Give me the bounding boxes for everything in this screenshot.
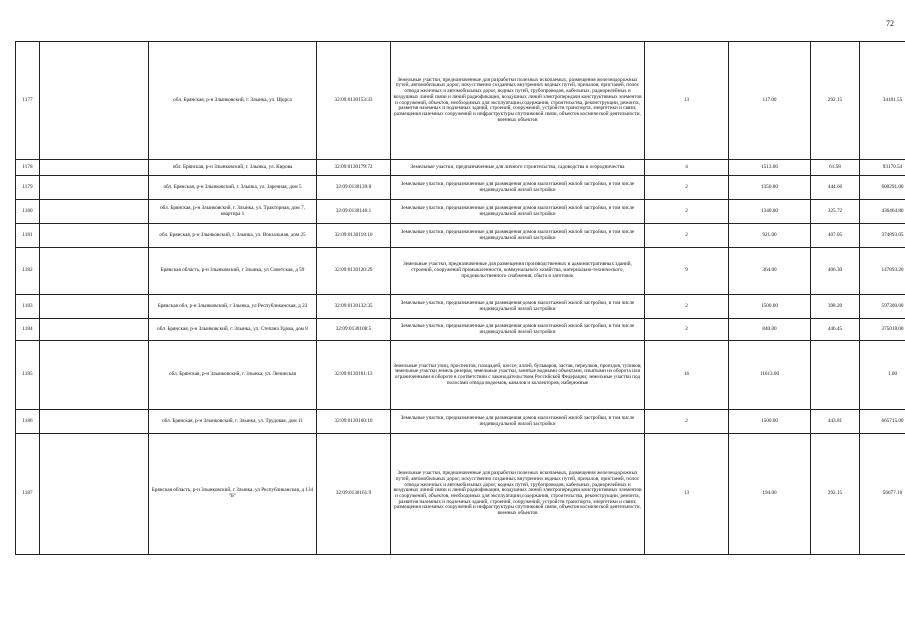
area-cell: 921.00 [729, 224, 811, 248]
row-number: 1177 [16, 42, 40, 160]
permitted-use-cell: Земельные участки, предназначенные для размещения производственных и административных зданий, строений, сооружений промышленности, коммунального хозяйства, материально-технического, продовольственного снабжения, сбыта и заготовок [391, 248, 645, 295]
specific-value-cell: 292.15 [811, 42, 860, 160]
empty-cell [40, 224, 149, 248]
empty-cell [40, 200, 149, 224]
land-registry-table [15, 41, 905, 555]
use-code-cell: 2 [645, 224, 729, 248]
cadastral-number-cell: 32:09:0130179:72 [317, 160, 391, 176]
specific-value-cell: 407.05 [811, 224, 860, 248]
specific-value-cell: 292.15 [811, 434, 860, 555]
specific-value-cell: 446.45 [811, 319, 860, 341]
specific-value-cell: 61.58 [811, 160, 860, 176]
permitted-use-cell: Земельные участки, предназначенные для размещения домов малоэтажной жилой застройки, в том числе индивидуальной жилой застройки [391, 295, 645, 319]
use-code-cell: 2 [645, 410, 729, 434]
area-cell: 1350.00 [729, 176, 811, 200]
permitted-use-cell: Земельные участки улиц, проспектов, площадей, шоссе, аллей, бульваров, застав, переулков, проездов, тупиков; земельные участки земель резерва; земельные участки, занятые водными объектами, изъятыми из оборота или ограниченными в обороте в соответствии с законодательством Российской Федерации; земельные участки под полосами отвода водоемов, каналов и коллекторов, набережные [391, 341, 645, 410]
table-row [16, 200, 905, 224]
use-code-cell: 13 [645, 434, 729, 555]
area-cell: 1500.00 [729, 295, 811, 319]
area-cell: 1340.00 [729, 200, 811, 224]
cadastral-number-cell: 32:09:0130108:5 [317, 319, 391, 341]
use-code-cell: 9 [645, 248, 729, 295]
table-row [16, 224, 905, 248]
address-cell: обл. Брянская, р-н Злынковский, г. Злынка, ул. Заречная, дом 5 [149, 176, 317, 200]
address-cell: обл. Брянская, р-н Злынковский, г. Злынка, ул. Степана Удова, дом 8 [149, 319, 317, 341]
cadastral-number-cell: 32:09:0130120:29 [317, 248, 391, 295]
row-number: 1181 [16, 224, 40, 248]
area-cell: 194.00 [729, 434, 811, 555]
cadastral-value-cell: 34181.55 [860, 42, 905, 160]
use-code-cell: 2 [645, 319, 729, 341]
row-number: 1185 [16, 341, 40, 410]
area-cell: 364.00 [729, 248, 811, 295]
permitted-use-cell: Земельные участки, предназначенные для размещения домов малоэтажной жилой застройки, в том числе индивидуальной жилой застройки [391, 224, 645, 248]
cadastral-number-cell: 32:09:0130161:9 [317, 434, 391, 555]
cadastral-value-cell: 93170.54 [860, 160, 905, 176]
cadastral-number-cell: 32:09:0130146:1 [317, 200, 391, 224]
address-cell: Брянская область, р-н Злынковский, г Злынка, ул Советская, д 59 [149, 248, 317, 295]
specific-value-cell: 406.30 [811, 248, 860, 295]
cadastral-number-cell: 32:09:0130153:33 [317, 42, 391, 160]
permitted-use-cell: Земельные участки, предназначенные для размещения домов малоэтажной жилой застройки, в том числе индивидуальной жилой застройки [391, 176, 645, 200]
table-row [16, 295, 905, 319]
area-cell: 11613.00 [729, 341, 811, 410]
address-cell: обл. Брянская, р-н Злынковский, г. Злынка, ул. Вокзальная, дом 25 [149, 224, 317, 248]
row-number: 1186 [16, 410, 40, 434]
permitted-use-cell: Земельные участки, предназначенные для размещения домов малоэтажной жилой застройки, в том числе индивидуальной жилой застройки [391, 319, 645, 341]
table-row [16, 434, 905, 555]
specific-value-cell [811, 341, 860, 410]
empty-cell [40, 248, 149, 295]
empty-cell [40, 434, 149, 555]
table-row [16, 341, 905, 410]
specific-value-cell: 443.81 [811, 410, 860, 434]
area-cell: 1500.00 [729, 410, 811, 434]
row-number: 1183 [16, 295, 40, 319]
empty-cell [40, 295, 149, 319]
cadastral-number-cell: 32:09:0130139:8 [317, 176, 391, 200]
cadastral-value-cell: 600291.00 [860, 176, 905, 200]
address-cell: Брянская обл, р-н Злынковский, г Злынка, ул Республиканская, д 23 [149, 295, 317, 319]
address-cell: обл. Брянская, р-н Злынковский, г. Злынка, ул. Кирова [149, 160, 317, 176]
use-code-cell: 4 [645, 160, 729, 176]
empty-cell [40, 319, 149, 341]
address-cell: Брянская область, р-н Злынковский, г Злынка, ул Республиканская, д 134 "Б" [149, 434, 317, 555]
empty-cell [40, 42, 149, 160]
row-number: 1179 [16, 176, 40, 200]
use-code-cell: 2 [645, 295, 729, 319]
row-number: 1187 [16, 434, 40, 555]
cadastral-value-cell: 665715.00 [860, 410, 905, 434]
empty-cell [40, 160, 149, 176]
table-row [16, 160, 905, 176]
row-number: 1180 [16, 200, 40, 224]
address-cell: обл. Брянская, р-н Злынковский, г. Злынка, ул. Тракторная, дом 7, квартира 1 [149, 200, 317, 224]
cadastral-number-cell: 32:09:0130132:35 [317, 295, 391, 319]
page-number: 72 [886, 19, 894, 28]
address-cell: обл. Брянская, р-н Злынковский, г. Злынка, ул. Ленинская [149, 341, 317, 410]
permitted-use-cell: Земельные участки, предназначенные для размещения домов малоэтажной жилой застройки, в том числе индивидуальной жилой застройки [391, 410, 645, 434]
cadastral-value-cell: 374893.05 [860, 224, 905, 248]
permitted-use-cell: Земельные участки, предназначенные для личного строительства, садоводства и огородничества [391, 160, 645, 176]
use-code-cell: 13 [645, 42, 729, 160]
cadastral-number-cell: 32:09:0130160:10 [317, 410, 391, 434]
use-code-cell: 2 [645, 200, 729, 224]
row-number: 1184 [16, 319, 40, 341]
row-number: 1182 [16, 248, 40, 295]
specific-value-cell: 325.72 [811, 200, 860, 224]
cadastral-value-cell: 375018.00 [860, 319, 905, 341]
use-code-cell: 16 [645, 341, 729, 410]
specific-value-cell: 444.66 [811, 176, 860, 200]
table-row [16, 319, 905, 341]
table-row [16, 410, 905, 434]
area-cell: 840.00 [729, 319, 811, 341]
specific-value-cell: 398.20 [811, 295, 860, 319]
cadastral-number-cell: 32:09:0130118:10 [317, 224, 391, 248]
table-row [16, 248, 905, 295]
row-number: 1178 [16, 160, 40, 176]
cadastral-value-cell: 436464.80 [860, 200, 905, 224]
area-cell: 1513.00 [729, 160, 811, 176]
use-code-cell: 2 [645, 176, 729, 200]
empty-cell [40, 410, 149, 434]
cadastral-value-cell: 1.00 [860, 341, 905, 410]
cadastral-value-cell: 147893.20 [860, 248, 905, 295]
table-row [16, 42, 905, 160]
empty-cell [40, 176, 149, 200]
area-cell: 117.00 [729, 42, 811, 160]
table-row [16, 176, 905, 200]
address-cell: обл. Брянская, р-н Злынковский, г. Злынка, ул. Щорса [149, 42, 317, 160]
cadastral-value-cell: 597300.00 [860, 295, 905, 319]
cadastral-value-cell: 56677.10 [860, 434, 905, 555]
permitted-use-cell: Земельные участки, предназначенные для разработки полезных ископаемых, размещения железнодорожных путей, автомобильных дорог, искусственно созданных внутренних водных путей, причалов, пристаней, полос отвода железных и автомобильных дорог, водных путей, трубопроводов, кабельных, радиорелейных и воздушных линий связи и линий радиофикации, воздушных линий электропередачи конструктивных элементов и сооружений, объектов, необходимых для эксплуатации,содержания, строительства, реконструкции, ремонта, развития наземных и подземных зданий, строений, сооружений, устройств транспорта, энергетики и связи; размещения наземных сооружений и инфраструктуры спутниковой связи, объектов космической деятельности, военных объектов [391, 434, 645, 555]
permitted-use-cell: Земельные участки, предназначенные для разработки полезных ископаемых, размещения железнодорожных путей, автомобильных дорог, искусственно созданных внутренних водных путей, причалов, пристаней, полос отвода железных и автомобильных дорог, водных путей, трубопроводов, кабельных, радиорелейных и воздушных линий связи и линий радиофикации, воздушных линий электропередачи конструктивных элементов и сооружений, объектов, необходимых для эксплуатации,содержания, строительства, реконструкции, ремонта, развития наземных и подземных зданий, строений, сооружений, устройств транспорта, энергетики и связи; размещения наземных сооружений и инфраструктуры спутниковой связи, объектов космической деятельности, военных объектов [391, 42, 645, 160]
cadastral-number-cell: 32:09:0130181:13 [317, 341, 391, 410]
permitted-use-cell: Земельные участки, предназначенные для размещения домов малоэтажной жилой застройки, в том числе индивидуальной жилой застройки [391, 200, 645, 224]
address-cell: обл. Брянская, р-н Злынковский, г. Злынка, ул. Трудовая, дом 11 [149, 410, 317, 434]
empty-cell [40, 341, 149, 410]
